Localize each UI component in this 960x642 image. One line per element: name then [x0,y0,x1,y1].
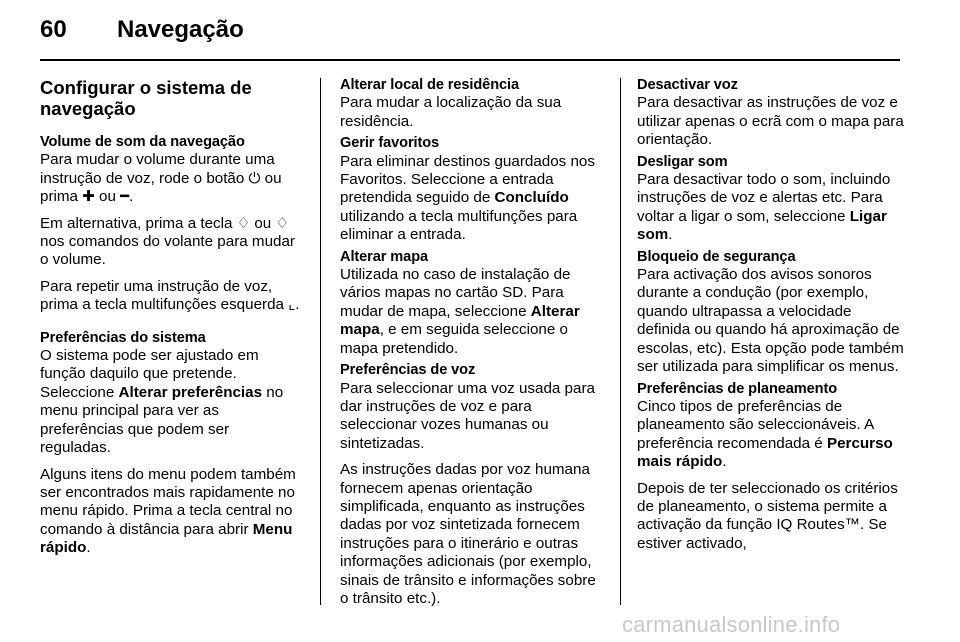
main-heading: Configurar o sistema de navegação [40,77,252,119]
heading-disable-voice: Desactivar voz [637,77,738,93]
paragraph: Para desactivar todo o som, incluindo instruções de voz e alertas etc. Para voltar a ligar o som, seleccione Ligar som. [637,171,891,244]
paragraph: Para eliminar destinos guardados nos Favoritos. Seleccione a entrada pretendida seguido de Concluído utilizando a tecla multifunções para eliminar a entrada. [340,152,595,244]
paragraph: As instruções dadas por voz humana fornecem apenas orientação simplificada, enquanto as instruções dadas por voz sintetizada fornecem instruções para o itinerário e outras informações adicionais (por exemplo, sinais de trânsito e informações sobre o trânsito etc.). [340,461,596,607]
volume-up-icon: ♢ [236,214,251,232]
page-header [0,0,960,60]
heading-safety-lock: Bloqueio de segurança [637,248,796,265]
menu-term: Percurso mais rápido [637,434,893,471]
column-1 [40,77,302,566]
page-number: 60 [40,16,67,43]
menu-term: Alterar mapa [340,302,580,339]
header-rule [40,59,900,61]
paragraph: Para activação dos avisos sonoros durante a condução (por exemplo, quando ultrapassa a velocidade definida ou quando há aproximação de escolas, etc). Esta opção pode também ser utilizada para simplificar os menus. [637,266,904,376]
paragraph: Para mudar o volume durante uma instrução de voz, rode o botão ⏻ ou prima ✚ ou ━. [40,151,282,206]
menu-term: Concluído [494,189,569,207]
paragraph: Para seleccionar uma voz usada para dar instruções de voz e para seleccionar vozes humanas ou sintetizadas. [340,379,595,452]
heading-sound-off: Desligar som [637,153,728,170]
paragraph: Em alternativa, prima a tecla ♢ ou ♢ nos comandos do volante para mudar o volume. [40,214,295,269]
paragraph: O sistema pode ser ajustado em função daquilo que pretende. Seleccione Alterar preferências no menu principal para ver as preferências que podem ser reguladas. [40,347,284,457]
left-multifunction-key-icon: ⌞ [288,296,296,314]
watermark: carmanualsonline.info [622,612,841,637]
column-divider [620,78,621,605]
column-2 [340,76,604,616]
column-3 [637,76,907,561]
paragraph: Para desactivar as instruções de voz e utilizar apenas o ecrã com o mapa para orientação. [637,94,904,149]
paragraph: Depois de ter seleccionado os critérios de planeamento, o sistema permite a activação da função IQ Routes™. Se estiver activado, [637,479,898,552]
heading-volume: Volume de som da navegação [40,134,245,150]
heading-manage-favorites: Gerir favoritos [340,135,440,152]
menu-term: Alterar preferências [118,383,263,401]
plus-icon: ✚ [82,188,95,206]
heading-change-home: Alterar local de residência [340,77,519,93]
column-divider [320,78,321,605]
heading-change-map: Alterar mapa [340,248,429,265]
minus-icon: ━ [120,188,130,206]
menu-term: Menu rápido [40,520,293,557]
paragraph: Alguns itens do menu podem também ser encontrados mais rapidamente no menu rápido. Prima a tecla central no comando à distância para abrir Menu rápido. [40,465,296,557]
menu-term: Ligar som [637,207,887,244]
heading-system-preferences: Preferências do sistema [40,329,206,346]
paragraph: Para repetir uma instrução de voz, prima a tecla multifunções esquerda ⌞. [40,277,300,314]
volume-down-icon: ♢ [275,214,289,232]
paragraph: Utilizada no caso de instalação de vários mapas no cartão SD. Para mudar de mapa, seleccione Alterar mapa, e em seguida seleccione o mapa pretendido. [340,266,580,357]
heading-planning-preferences: Preferências de planeamento [637,380,838,397]
knob-icon: ⏻ [248,169,261,187]
paragraph: Para mudar a localização da sua residência. [340,94,562,130]
heading-voice-preferences: Preferências de voz [340,362,476,379]
paragraph: Cinco tipos de preferências de planeamento são seleccionáveis. A preferência recomendada é Percurso mais rápido. [637,397,893,471]
section-title: Navegação [117,16,244,43]
